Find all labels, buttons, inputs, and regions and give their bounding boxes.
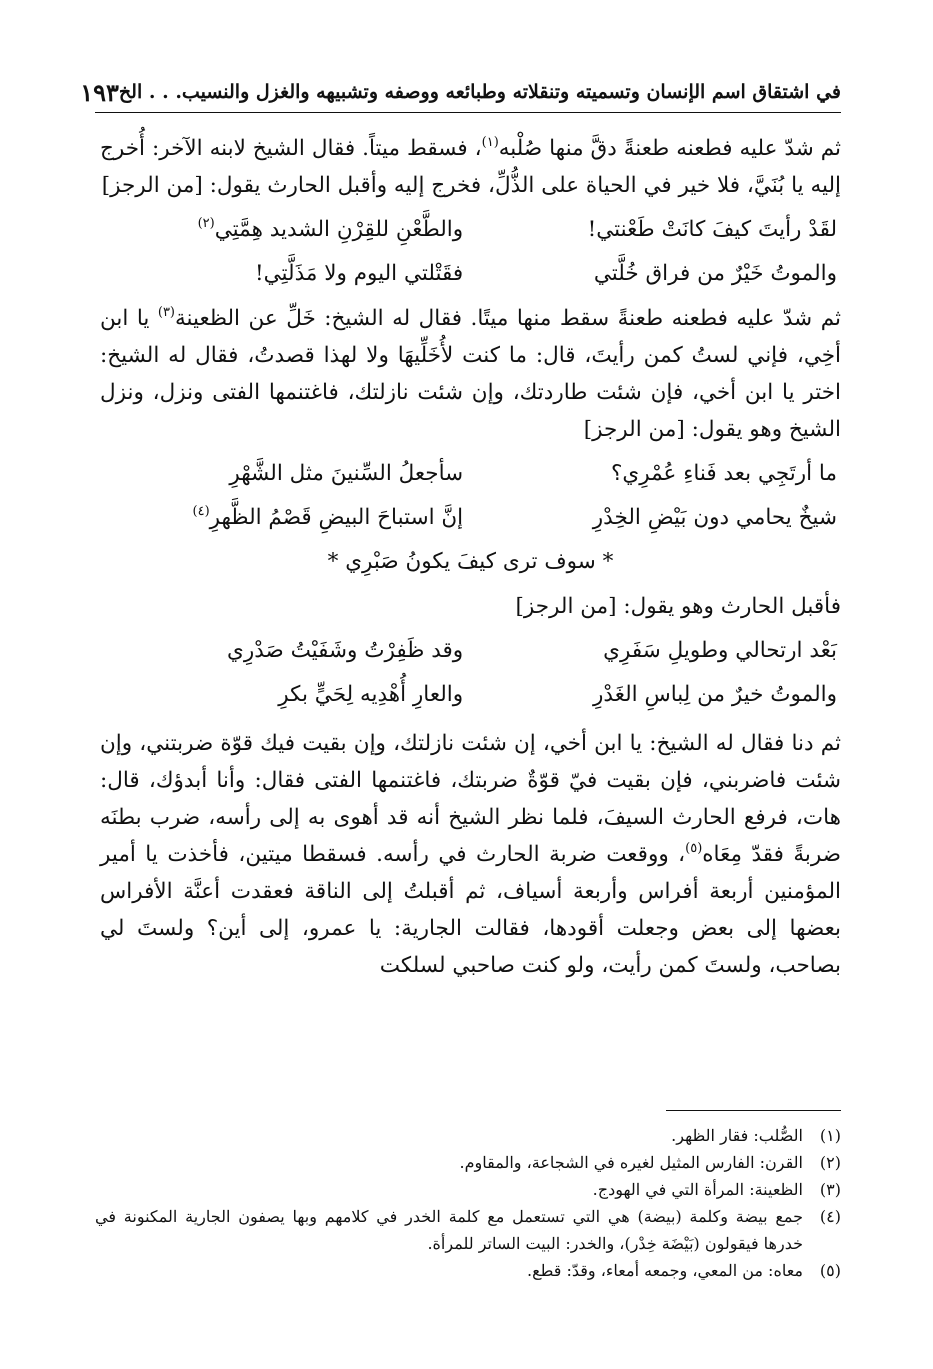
footnote-number: (٥) [819, 1261, 841, 1280]
footnote-text: الصُّلب: فقار الظهر. [671, 1126, 803, 1145]
footnote-text: القرن: الفارس المثيل لغيره في الشجاعة، والمقاوم. [459, 1153, 803, 1172]
verse-hemistich-first: والموتُ خَيْرٌ من فراق خُلَّتي [593, 261, 837, 286]
footnote-ref-3: (٣) [157, 305, 175, 320]
verse-line [100, 673, 841, 717]
verse-hemistich-second: فقَتْلتي اليوم ولا مَذَلَّتِي! [255, 261, 464, 286]
single-verse: * سوف ترى كيفَ يكونُ صَبْرِي * [327, 549, 614, 574]
footnote [95, 1122, 841, 1149]
paragraph-4 [100, 725, 841, 984]
footnote-text: الظعينة: المرأة التي في الهودج. [592, 1180, 803, 1199]
paragraph-2 [100, 300, 841, 448]
footnote [95, 1149, 841, 1176]
verse-hemistich-second [104, 208, 463, 252]
verse-hemistich-second: وقد ظَفِرْتُ وشَفَيْتُ صَدْرِي [226, 638, 464, 663]
verse-hemistich-second: سأجعلُ السِّنينَ مثل الشَّهْرِ [229, 461, 464, 486]
verse-line [100, 452, 841, 496]
running-title: في اشتقاق اسم الإنسان وتسميته وتنقلاته وطبائعه ووصفه وتشبيهه والغزل والنسيب. . . الخ [118, 81, 841, 103]
page-number: ١٩٣ [80, 77, 119, 107]
paragraph-1-text-a: ثم شدّ عليه فطعنه طعنةً دقَّ منها صُلْبه [498, 136, 841, 161]
running-header [80, 72, 841, 113]
footnote-separator [666, 1110, 841, 1111]
footnote [95, 1176, 841, 1203]
footnote [95, 1203, 841, 1257]
verse-hemistich-first: لقَدْ رأيتَ كيفَ كانَتْ طَعْنتي! [587, 217, 837, 242]
verse-hemistich-first: شيخٌ يحامي دون بَيْضِ الخِدْرِ [592, 505, 837, 530]
footnote-ref-2: (٢) [197, 216, 215, 231]
footnote-ref-4: (٤) [192, 504, 210, 519]
verse-block-3 [100, 629, 841, 717]
footnote-number: (٣) [819, 1180, 841, 1199]
footnote-number: (١) [819, 1126, 841, 1145]
verse-hemistich-first: والموتُ خيرٌ من لِباسِ الغَدْرِ [593, 682, 837, 707]
footnote-number: (٢) [819, 1153, 841, 1172]
paragraph-2-text-a: ثم شدّ عليه فطعنه طعنةً سقط منها ميتًا. فقال له الشيخ: خَلِّ عن الظعينة [175, 306, 841, 331]
footnote-ref-5: (٥) [685, 841, 703, 856]
paragraph-4-text-b: ، ووقعت ضربة الحارث في رأسه. فسقطا ميتين، فأخذت يا أمير المؤمنين أربعة أفراس وأربعة أسياف، ثم أقبلتُ إلى الناقة فعقدت أعنَّة الأفراس بعضها إلى بعض وجعلت أقودها، فقالت الجارية: يا عمرو، إلى أين؟ ولستَ لي بصاحب، ولستَ كمن رأيت، ولو كنت صاحبي لسلكت [100, 842, 841, 978]
footnote-text: معاه: من المعي، وجمعه أمعاء، وقدّ: قطع. [527, 1261, 803, 1280]
verse-hemistich-second [104, 496, 463, 540]
verse-hemistich-second-text: إنَّ استباحَ البيضِ قَصْمُ الظَّهرِ [209, 505, 464, 530]
paragraph-4-text-a: ثم دنا فقال له الشيخ: يا ابن أخي، إن شئت نازلتك، وإن بقيت فيك قوّة ضربتني، وإن شئت فاضربني، فإن بقيت فيّ قوّةٌ ضربتك، فاغتنمها الفتى فقال: وأنا أبدؤك، قال: هات، فرفع الحارث السيفَ، فلما نظر الشيخ أنه قد أهوى به إلى رأسه، ضرب بطنَه ضربةً فقدّ مِعَاه [100, 731, 841, 867]
paragraph-1-text-b: ، فسقط ميتاً. فقال الشيخ لابنه الآخر: أُخرج إليه يا بُنَيَّ، فلا خير في الحياة على الذُّلِّ، فخرج إليه وأقبل الحارث يقول: [من الرجز] [100, 136, 841, 198]
main-text [100, 130, 841, 984]
footnotes [95, 1122, 841, 1284]
verse-line [100, 629, 841, 673]
verse-hemistich-second-text: والطَّعْنِ للقِرْنِ الشديد هِمَّتِي [214, 217, 464, 242]
verse-block-2 [100, 452, 841, 584]
paragraph-3: فأقبل الحارث وهو يقول: [من الرجز] [515, 594, 841, 619]
paragraph-1 [100, 130, 841, 204]
footnote-text: جمع بيضة وكلمة (بيضة) هي التي تستعمل مع كلمة الخدر في كلامهم وبها يصفون الجارية المكنونة في خدرها فيقولون (بَيْضَة خِدْر)، والخدر: البيت الساتر للمرأة. [95, 1207, 803, 1253]
verse-block-1 [100, 208, 841, 296]
footnote-ref-1: (١) [481, 135, 499, 150]
verse-hemistich-second: والعارِ أُهْدِيه لِحَيٍّ بكرِ [278, 682, 464, 707]
verse-line [100, 208, 841, 252]
verse-line [100, 252, 841, 296]
paragraph-2-text-b: يا ابن أخِي، فإني لستُ كمن رأيتَ، قال: ما كنت لأُخَلِّيهَا ولا لهذا قصدتُ، فقال له الشيخ: اختر يا ابن أخي، فإن شئت طاردتك، وإن شئت نازلتك، فاغتنمها الفتى ونزل، ونزل الشيخ وهو يقول: [من الرجز] [100, 306, 841, 442]
verse-line [100, 496, 841, 540]
footnote [95, 1257, 841, 1284]
footnote-number: (٤) [819, 1207, 841, 1226]
verse-hemistich-first: بَعْد ارتحالي وطويلِ سَفَرِي [603, 638, 837, 663]
verse-hemistich-first: ما أرتَجِي بعد فَناءِ عُمْرِي؟ [611, 461, 837, 486]
